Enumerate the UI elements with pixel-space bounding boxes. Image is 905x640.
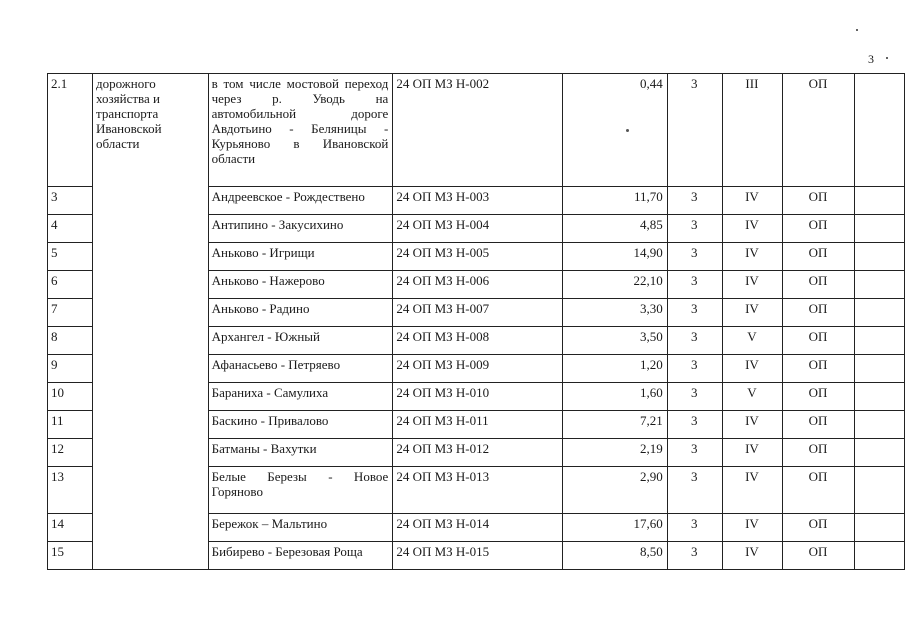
length-km-cell [563, 411, 667, 439]
lanes-cell: 3 [667, 383, 722, 411]
length-km-cell [563, 355, 667, 383]
road-id-cell: 24 ОП МЗ Н-009 [393, 355, 563, 383]
road-registry-table [47, 73, 905, 570]
length-km-value: 17,60 [633, 516, 663, 531]
road-id-cell: 24 ОП МЗ Н-013 [393, 467, 563, 514]
row-number-cell: 11 [48, 411, 93, 439]
row-number-cell: 3 [48, 187, 93, 215]
road-id-cell: 24 ОП МЗ Н-004 [393, 215, 563, 243]
length-km-cell [563, 299, 667, 327]
road-kind-cell: ОП [783, 299, 855, 327]
lanes-cell: 3 [667, 74, 722, 187]
length-km-value: 2,90 [639, 469, 663, 484]
organization-label: дорожного хозяйства и транспорта Ивановской области [96, 76, 162, 151]
road-name-cell: Антипино - Закусихино [208, 215, 393, 243]
length-km-value: 1,20 [639, 357, 663, 372]
category-cell: IV [722, 271, 782, 299]
length-km-cell [563, 215, 667, 243]
road-kind-cell: ОП [783, 542, 855, 570]
category-cell: V [722, 327, 782, 355]
road-kind-cell: ОП [783, 383, 855, 411]
category-cell: IV [722, 467, 782, 514]
length-km-value: 7,21 [639, 413, 663, 428]
road-name-cell: Аньково - Нажерово [208, 271, 393, 299]
length-km-cell [563, 271, 667, 299]
page-number: 3 [868, 52, 874, 66]
row-number-cell: 2.1 [48, 74, 93, 187]
lanes-cell: 3 [667, 355, 722, 383]
road-kind-cell: ОП [783, 187, 855, 215]
lanes-cell: 3 [667, 271, 722, 299]
row-number-cell: 5 [48, 243, 93, 271]
road-name-cell: Бережок – Мальтино [208, 514, 393, 542]
row-number-cell: 9 [48, 355, 93, 383]
lanes-cell: 3 [667, 215, 722, 243]
scan-speck [626, 129, 629, 132]
row-number-cell: 13 [48, 467, 93, 514]
lanes-cell: 3 [667, 411, 722, 439]
road-name-cell: Белые Березы - Новое Горяново [208, 467, 393, 514]
lanes-cell: 3 [667, 514, 722, 542]
empty-cell [854, 215, 904, 243]
lanes-cell: 3 [667, 467, 722, 514]
empty-cell [854, 187, 904, 215]
road-id-cell: 24 ОП МЗ Н-011 [393, 411, 563, 439]
empty-cell [854, 74, 904, 187]
category-cell: IV [722, 243, 782, 271]
scan-speck [886, 57, 888, 59]
empty-cell [854, 327, 904, 355]
length-km-value: 2,19 [639, 441, 663, 456]
road-kind-cell: ОП [783, 74, 855, 187]
length-km-cell [563, 383, 667, 411]
road-id-cell: 24 ОП МЗ Н-002 [393, 74, 563, 187]
row-number-cell: 6 [48, 271, 93, 299]
empty-cell [854, 299, 904, 327]
empty-cell [854, 439, 904, 467]
length-km-value: 8,50 [639, 544, 663, 559]
scan-speck [856, 29, 858, 31]
empty-cell [854, 383, 904, 411]
empty-cell [854, 411, 904, 439]
road-kind-cell: ОП [783, 411, 855, 439]
length-km-value: 3,30 [639, 301, 663, 316]
road-name-cell: Аньково - Радино [208, 299, 393, 327]
length-km-cell [563, 327, 667, 355]
road-id-cell: 24 ОП МЗ Н-012 [393, 439, 563, 467]
length-km-value: 14,90 [633, 245, 663, 260]
row-number-cell: 10 [48, 383, 93, 411]
road-kind-cell: ОП [783, 243, 855, 271]
length-km-cell [563, 439, 667, 467]
road-id-cell: 24 ОП МЗ Н-003 [393, 187, 563, 215]
road-name-cell: Андреевское - Рождествено [208, 187, 393, 215]
length-km-cell [563, 243, 667, 271]
length-km-value: 4,85 [639, 217, 663, 232]
road-kind-cell: ОП [783, 439, 855, 467]
road-id-cell: 24 ОП МЗ Н-007 [393, 299, 563, 327]
row-number-cell: 12 [48, 439, 93, 467]
category-cell: IV [722, 355, 782, 383]
road-id-cell: 24 ОП МЗ Н-014 [393, 514, 563, 542]
length-km-value: 0,44 [639, 76, 663, 91]
lanes-cell: 3 [667, 243, 722, 271]
length-km-value: 1,60 [639, 385, 663, 400]
length-km-value: 11,70 [633, 189, 663, 204]
length-km-value: 22,10 [633, 273, 663, 288]
empty-cell [854, 514, 904, 542]
empty-cell [854, 271, 904, 299]
lanes-cell: 3 [667, 327, 722, 355]
road-name-cell: Афанасьево - Петряево [208, 355, 393, 383]
road-name-cell: Бибирево - Березовая Роща [208, 542, 393, 570]
category-cell: IV [722, 187, 782, 215]
road-id-cell: 24 ОП МЗ Н-015 [393, 542, 563, 570]
road-kind-cell: ОП [783, 215, 855, 243]
road-id-cell: 24 ОП МЗ Н-008 [393, 327, 563, 355]
row-number-cell: 7 [48, 299, 93, 327]
lanes-cell: 3 [667, 439, 722, 467]
category-cell: IV [722, 514, 782, 542]
category-cell: IV [722, 439, 782, 467]
road-name-cell: Баскино - Привалово [208, 411, 393, 439]
lanes-cell: 3 [667, 542, 722, 570]
row-number-cell: 14 [48, 514, 93, 542]
road-id-cell: 24 ОП МЗ Н-005 [393, 243, 563, 271]
organization-cell [93, 74, 209, 570]
length-km-value: 3,50 [639, 329, 663, 344]
table-row [48, 74, 905, 187]
category-cell: IV [722, 411, 782, 439]
road-id-cell: 24 ОП МЗ Н-010 [393, 383, 563, 411]
road-kind-cell: ОП [783, 467, 855, 514]
road-name-cell: Архангел - Южный [208, 327, 393, 355]
row-number-cell: 15 [48, 542, 93, 570]
category-cell: IV [722, 215, 782, 243]
category-cell: IV [722, 299, 782, 327]
empty-cell [854, 243, 904, 271]
empty-cell [854, 467, 904, 514]
road-kind-cell: ОП [783, 355, 855, 383]
road-name-cell: в том числе мостовой переход через р. Уводь на автомобильной дороге Авдотьино - Беляницы - Курьяново в Ивановской области [208, 74, 393, 187]
length-km-cell [563, 514, 667, 542]
empty-cell [854, 542, 904, 570]
category-cell: V [722, 383, 782, 411]
category-cell: III [722, 74, 782, 187]
road-kind-cell: ОП [783, 271, 855, 299]
road-name-cell: Бараниха - Самулиха [208, 383, 393, 411]
lanes-cell: 3 [667, 299, 722, 327]
road-kind-cell: ОП [783, 514, 855, 542]
row-number-cell: 8 [48, 327, 93, 355]
length-km-cell [563, 467, 667, 514]
road-id-cell: 24 ОП МЗ Н-006 [393, 271, 563, 299]
road-name-cell: Батманы - Вахутки [208, 439, 393, 467]
length-km-cell [563, 542, 667, 570]
registry-body [48, 74, 905, 570]
lanes-cell: 3 [667, 187, 722, 215]
length-km-cell [563, 74, 667, 187]
road-kind-cell: ОП [783, 327, 855, 355]
road-name-cell: Аньково - Игрищи [208, 243, 393, 271]
row-number-cell: 4 [48, 215, 93, 243]
category-cell: IV [722, 542, 782, 570]
empty-cell [854, 355, 904, 383]
length-km-cell [563, 187, 667, 215]
